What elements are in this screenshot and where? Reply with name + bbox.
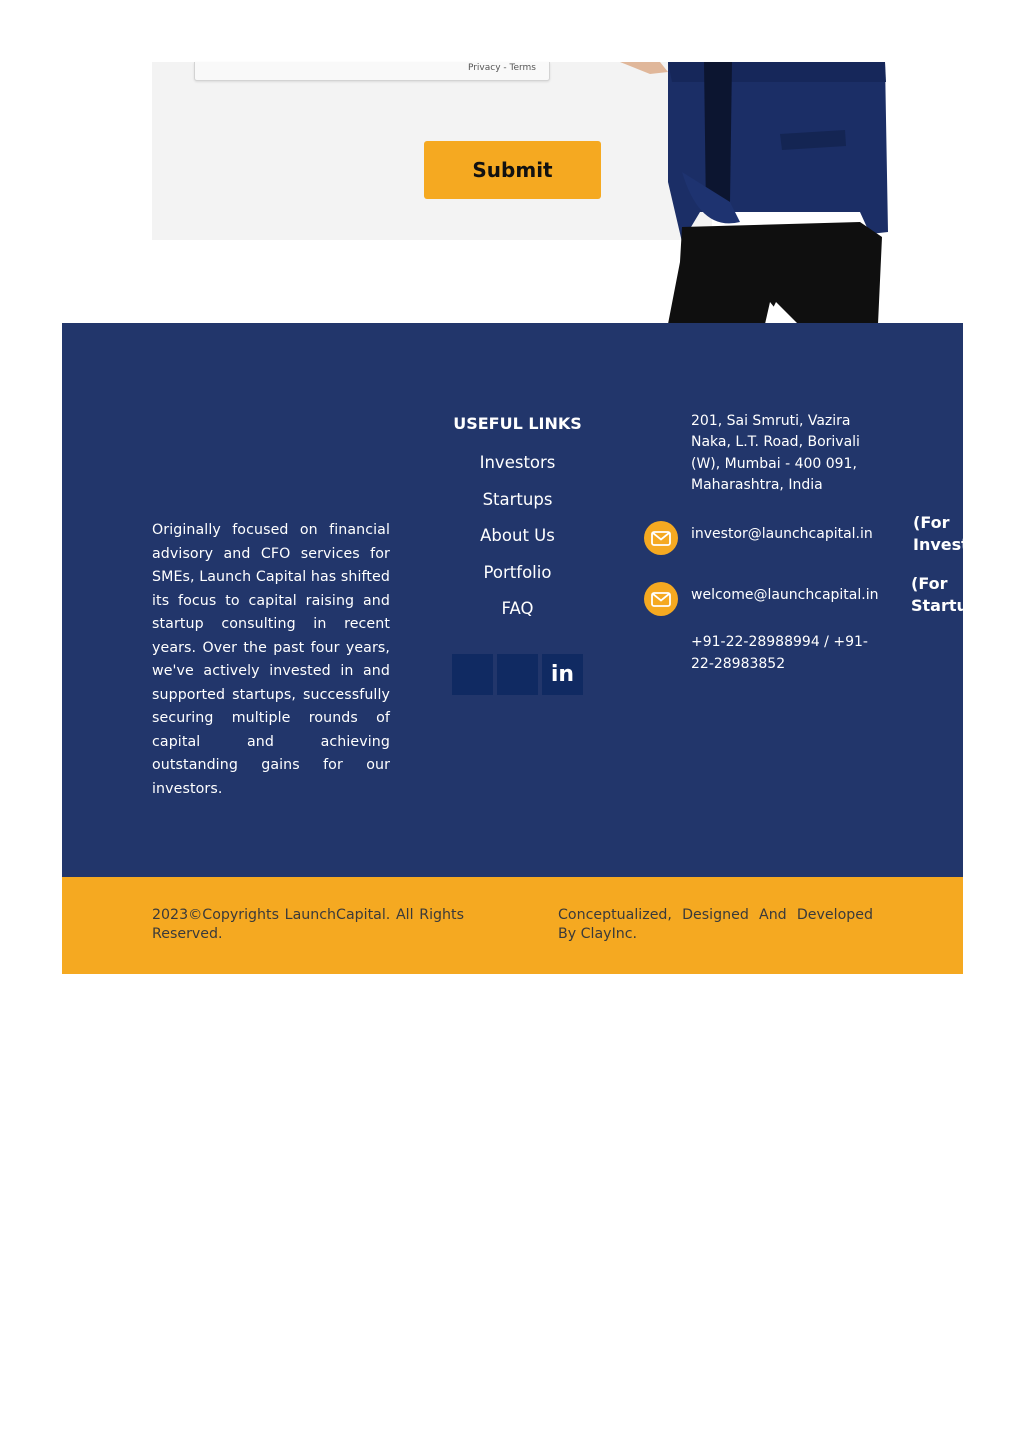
linkedin-icon-label: in [550, 662, 575, 687]
copyright-bar [62, 877, 963, 974]
businessman-photo [620, 62, 900, 324]
investor-email-label: (For Invest [913, 513, 969, 554]
envelope-icon [644, 582, 678, 616]
useful-links-list [412, 451, 623, 634]
footer-link-portfolio[interactable]: Portfolio [483, 562, 552, 582]
startup-email-link[interactable]: welcome@launchcapital.in [691, 587, 879, 603]
phone-numbers[interactable]: +91-22-28988994 / +91-22-28983852 [691, 634, 868, 672]
submit-button[interactable]: Submit [424, 141, 601, 199]
envelope-icon [644, 521, 678, 555]
footer-link-startups[interactable]: Startups [482, 489, 553, 509]
footer-about-text: Originally focused on financial advisory and CFO services for SMEs, Launch Capital has shifted its focus to capital raising and startup consulting in recent years. Over the past four years, we've actively invested in and supported startups, successfully securing multiple rounds of capital and achieving outstanding gains for our investors. [152, 522, 390, 797]
facebook-icon[interactable] [452, 654, 493, 695]
startup-email-label: (For Startu [911, 574, 968, 615]
investor-email-link[interactable]: investor@launchcapital.in [691, 526, 873, 542]
office-address: 201, Sai Smruti, Vazira Naka, L.T. Road, Borivali (W), Mumbai - 400 091, Maharashtra, India [691, 413, 860, 493]
footer-link-investors[interactable]: Investors [479, 453, 556, 472]
footer-link-faq[interactable]: FAQ [501, 599, 534, 618]
twitter-icon[interactable] [497, 654, 538, 695]
credits-text: Conceptualized, Designed And Developed By ClayInc. [558, 907, 873, 942]
footer-link-about-us[interactable]: About Us [480, 526, 555, 545]
useful-links-heading: USEFUL LINKS [453, 414, 582, 433]
recaptcha-privacy-terms-link[interactable]: Privacy - Terms [467, 63, 536, 73]
site-footer [62, 323, 969, 877]
recaptcha-widget[interactable] [194, 62, 550, 81]
social-links [452, 654, 583, 695]
linkedin-icon[interactable] [542, 654, 583, 695]
copyright-text: 2023©Copyrights LaunchCapital. All Rights Reserved. [152, 907, 464, 942]
